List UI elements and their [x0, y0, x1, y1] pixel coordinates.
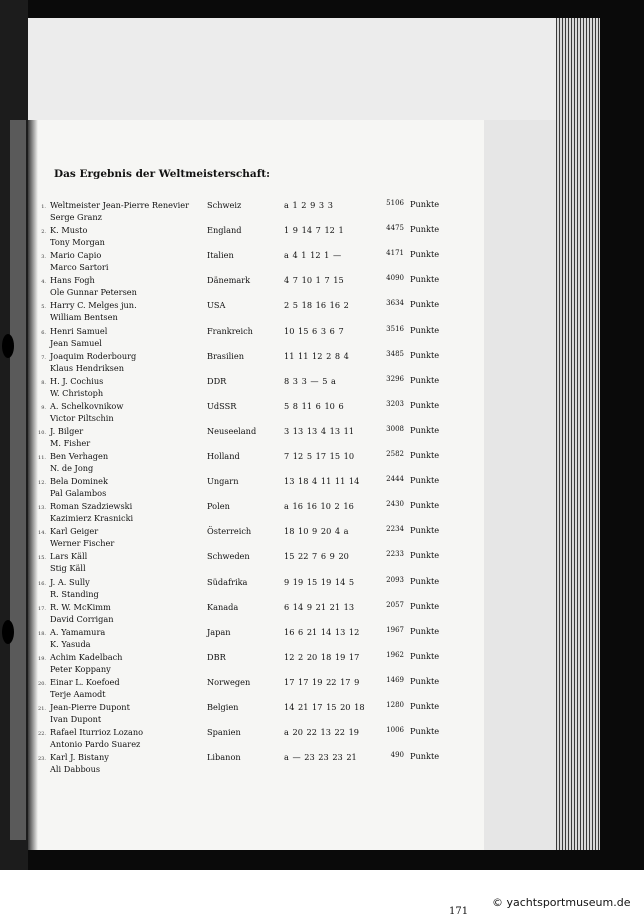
- points-value: 1469: [386, 675, 404, 684]
- country-name: Österreich: [207, 526, 252, 537]
- result-row: [34, 677, 484, 701]
- helmsman-name: Joaquim Roderbourg: [50, 350, 137, 361]
- points-value: 4475: [386, 224, 404, 233]
- result-row: [34, 501, 484, 525]
- points-unit: Punkte: [410, 274, 440, 285]
- race-placings: 4 7 10 1 7 15: [284, 275, 344, 286]
- rank-number: 14.: [38, 530, 46, 537]
- points-value: 2093: [386, 575, 404, 584]
- crew-name: Antonio Pardo Suarez: [50, 739, 141, 750]
- country-name: Dänemark: [207, 275, 251, 286]
- points-unit: Punkte: [410, 475, 440, 486]
- crew-name: Victor Piltschin: [50, 412, 114, 423]
- country-name: Ungarn: [207, 476, 239, 487]
- race-placings: a 1 2 9 3 3: [284, 200, 333, 210]
- race-placings: 2 5 18 16 16 2: [284, 300, 349, 311]
- helmsman-name: Lars Käll: [50, 551, 88, 562]
- points-unit: Punkte: [410, 625, 440, 636]
- rank-number: 22.: [38, 731, 46, 738]
- crew-name: Terje Aamodt: [50, 688, 106, 699]
- points-unit: Punkte: [410, 224, 440, 235]
- race-placings: 7 12 5 17 15 10: [284, 451, 355, 461]
- race-placings: 17 17 19 22 17 9: [284, 676, 360, 687]
- country-name: USA: [207, 300, 226, 311]
- country-name: Italien: [207, 250, 234, 261]
- points-value: 4171: [386, 249, 404, 258]
- race-placings: 1 9 14 7 12 1: [284, 225, 344, 236]
- country-name: Norwegen: [207, 676, 251, 687]
- result-row: [34, 577, 484, 601]
- points-unit: Punkte: [410, 575, 440, 586]
- rank-number: 10.: [38, 429, 46, 436]
- crew-name: William Bentsen: [50, 312, 118, 323]
- page-shadow: [28, 120, 38, 850]
- crew-name: Marco Sartori: [50, 262, 109, 273]
- helmsman-name: Karl J. Bistany: [50, 752, 109, 763]
- rank-number: 4.: [41, 279, 46, 286]
- points-value: 3485: [386, 349, 404, 358]
- result-row: [34, 401, 484, 425]
- race-placings: 13 18 4 11 11 14: [284, 476, 360, 487]
- helmsman-name: Einar L. Koefoed: [50, 676, 120, 687]
- helmsman-name: Rafael Iturrioz Lozano: [50, 727, 144, 738]
- crew-name: Stig Käll: [50, 563, 86, 574]
- country-name: Japan: [207, 626, 231, 637]
- points-value: 2430: [386, 500, 404, 509]
- race-placings: 16 6 21 14 13 12: [284, 626, 360, 637]
- result-row: [34, 752, 484, 776]
- result-row: [34, 526, 484, 550]
- helmsman-name: H. J. Cochius: [50, 375, 104, 386]
- race-placings: a — 23 23 23 21: [284, 752, 357, 763]
- country-name: Neuseeland: [207, 425, 257, 436]
- rank-number: 1.: [41, 204, 46, 210]
- result-row: [34, 200, 484, 224]
- rank-number: 7.: [41, 354, 46, 361]
- result-row: [34, 376, 484, 400]
- copyright-icon: ©: [492, 896, 503, 909]
- crew-name: Tony Morgan: [50, 237, 105, 248]
- race-placings: 11 11 12 2 8 4: [284, 350, 349, 361]
- left-page-edge: [10, 120, 26, 840]
- crew-name: Ivan Dupont: [50, 714, 102, 724]
- points-value: 2582: [386, 450, 404, 458]
- helmsman-name: Harry C. Melges jun.: [50, 300, 137, 311]
- points-unit: Punkte: [410, 600, 440, 611]
- race-placings: a 16 16 10 2 16: [284, 501, 354, 512]
- rank-number: 13.: [38, 505, 46, 512]
- points-value: 3634: [386, 299, 404, 308]
- country-name: England: [207, 225, 242, 236]
- helmsman-name: A. Schelkovnikow: [50, 400, 124, 411]
- rank-number: 18.: [38, 630, 46, 637]
- crew-name: K. Yasuda: [50, 638, 91, 649]
- result-row: [34, 702, 484, 726]
- crew-name: Kazimierz Krasnicki: [50, 513, 134, 524]
- country-name: DBR: [207, 651, 226, 662]
- points-value: 1967: [386, 625, 404, 634]
- rank-number: 19.: [38, 655, 46, 662]
- country-name: Libanon: [207, 752, 241, 763]
- points-unit: Punkte: [410, 199, 440, 209]
- points-unit: Punkte: [410, 675, 440, 686]
- result-row: [34, 351, 484, 375]
- helmsman-name: K. Musto: [50, 225, 88, 236]
- helmsman-name: Hans Fogh: [50, 275, 95, 286]
- book-page: [34, 120, 484, 917]
- points-unit: Punkte: [410, 751, 440, 762]
- crew-name: Jean Samuel: [50, 337, 102, 348]
- country-name: Schweden: [207, 551, 250, 562]
- country-name: Belgien: [207, 702, 239, 712]
- result-row: [34, 627, 484, 651]
- helmsman-name: Henri Samuel: [50, 325, 108, 336]
- helmsman-name: A. Yamamura: [50, 626, 106, 637]
- points-value: 3516: [386, 324, 404, 333]
- points-unit: Punkte: [410, 424, 440, 435]
- rank-number: 21.: [38, 706, 46, 712]
- rank-number: 16.: [38, 580, 46, 587]
- crew-name: David Corrigan: [50, 613, 114, 624]
- country-name: Holland: [207, 451, 240, 461]
- points-unit: Punkte: [410, 650, 440, 661]
- country-name: UdSSR: [207, 400, 237, 411]
- country-name: Spanien: [207, 727, 241, 738]
- upper-page-sheet: [28, 18, 556, 128]
- race-placings: 14 21 17 15 20 18: [284, 702, 365, 712]
- points-unit: Punkte: [410, 249, 440, 260]
- rank-number: 9.: [41, 404, 46, 411]
- lower-page-sheet: [484, 120, 556, 850]
- rank-number: 23.: [38, 756, 46, 763]
- points-unit: Punkte: [410, 399, 440, 410]
- points-value: 2233: [386, 550, 404, 559]
- points-value: 490: [390, 751, 404, 760]
- crew-name: W. Christoph: [50, 387, 104, 398]
- points-unit: Punkte: [410, 500, 440, 511]
- points-unit: Punkte: [410, 349, 440, 360]
- result-row: [34, 451, 484, 475]
- race-placings: 3 13 13 4 13 11: [284, 425, 355, 436]
- rank-number: 6.: [41, 329, 46, 336]
- helmsman-name: Mario Capio: [50, 250, 102, 261]
- points-value: 3203: [386, 399, 404, 408]
- crew-name: M. Fisher: [50, 437, 91, 448]
- points-unit: Punkte: [410, 450, 440, 460]
- result-row: [34, 652, 484, 676]
- result-row: [34, 326, 484, 350]
- points-unit: Punkte: [410, 550, 440, 561]
- race-placings: a 4 1 12 1 —: [284, 250, 342, 261]
- points-value: 3008: [386, 424, 404, 433]
- helmsman-name: J. A. Sully: [50, 576, 90, 587]
- points-unit: Punkte: [410, 324, 440, 335]
- race-placings: 12 2 20 18 19 17: [284, 651, 360, 662]
- helmsman-name: Karl Geiger: [50, 526, 99, 537]
- rank-number: 15.: [38, 555, 46, 562]
- crew-name: Ole Gunnar Petersen: [50, 287, 137, 298]
- helmsman-name: Bela Dominek: [50, 476, 108, 487]
- country-name: Polen: [207, 501, 230, 512]
- result-row: [34, 300, 484, 324]
- helmsman-name: J. Bilger: [50, 425, 84, 436]
- country-name: Schweiz: [207, 200, 242, 210]
- race-placings: a 20 22 13 22 19: [284, 727, 359, 738]
- result-row: [34, 250, 484, 274]
- helmsman-name: R. W. McKimm: [50, 601, 111, 612]
- page-title: Das Ergebnis der Weltmeisterschaft:: [54, 168, 270, 180]
- points-unit: Punkte: [410, 525, 440, 536]
- points-value: 2234: [386, 525, 404, 534]
- points-unit: Punkte: [410, 374, 440, 385]
- rank-number: 8.: [41, 379, 46, 386]
- result-row: [34, 727, 484, 751]
- country-name: Frankreich: [207, 325, 253, 336]
- rank-number: 2.: [41, 229, 46, 236]
- points-unit: Punkte: [410, 701, 440, 711]
- crew-name: Serge Granz: [50, 212, 102, 222]
- rank-number: 5.: [41, 304, 46, 311]
- watermark: [492, 896, 630, 909]
- points-value: 4090: [386, 274, 404, 283]
- country-name: Südafrika: [207, 576, 248, 587]
- binder-hole: [2, 334, 14, 358]
- race-placings: 18 10 9 20 4 a: [284, 526, 349, 537]
- race-placings: 6 14 9 21 21 13: [284, 601, 355, 612]
- crew-name: Peter Koppany: [50, 663, 111, 674]
- country-name: DDR: [207, 375, 227, 386]
- race-placings: 10 15 6 3 6 7: [284, 325, 344, 336]
- race-placings: 8 3 3 — 5 a: [284, 375, 336, 386]
- crew-name: Ali Dabbous: [50, 764, 101, 775]
- helmsman-name: Ben Verhagen: [50, 451, 109, 461]
- points-value: 5106: [386, 199, 404, 207]
- points-value: 2057: [386, 600, 404, 609]
- page-stack-edge: [556, 18, 600, 850]
- rank-number: 11.: [38, 455, 46, 461]
- helmsman-name: Jean-Pierre Dupont: [50, 702, 130, 712]
- binder-hole: [2, 620, 14, 644]
- helmsman-name: Weltmeister Jean-Pierre Renevier: [50, 200, 190, 210]
- points-value: 1962: [386, 650, 404, 659]
- watermark-text: yachtsportmuseum.de: [506, 896, 631, 909]
- country-name: Brasilien: [207, 350, 244, 361]
- rank-number: 12.: [38, 480, 46, 487]
- points-value: 2444: [386, 475, 404, 484]
- points-value: 1006: [386, 726, 404, 735]
- result-row: [34, 225, 484, 249]
- rank-number: 3.: [41, 254, 46, 261]
- crew-name: Klaus Hendriksen: [50, 362, 125, 373]
- points-unit: Punkte: [410, 299, 440, 310]
- crew-name: R. Standing: [50, 588, 99, 599]
- crew-name: Werner Fischer: [50, 538, 115, 549]
- result-row: [34, 275, 484, 299]
- race-placings: 9 19 15 19 14 5: [284, 576, 355, 587]
- page-number: 171: [449, 906, 469, 917]
- result-row: [34, 476, 484, 500]
- result-row: [34, 426, 484, 450]
- helmsman-name: Achim Kadelbach: [50, 651, 123, 662]
- rank-number: 17.: [38, 605, 46, 612]
- crew-name: Pal Galambos: [50, 488, 107, 499]
- result-row: [34, 602, 484, 626]
- points-unit: Punkte: [410, 726, 440, 737]
- rank-number: 20.: [38, 680, 46, 687]
- points-value: 1280: [386, 701, 404, 709]
- points-value: 3296: [386, 374, 404, 383]
- result-row: [34, 551, 484, 575]
- country-name: Kanada: [207, 601, 239, 612]
- race-placings: 5 8 11 6 10 6: [284, 400, 344, 411]
- helmsman-name: Roman Szadziewski: [50, 501, 133, 512]
- race-placings: 15 22 7 6 9 20: [284, 551, 349, 562]
- crew-name: N. de Jong: [50, 463, 94, 473]
